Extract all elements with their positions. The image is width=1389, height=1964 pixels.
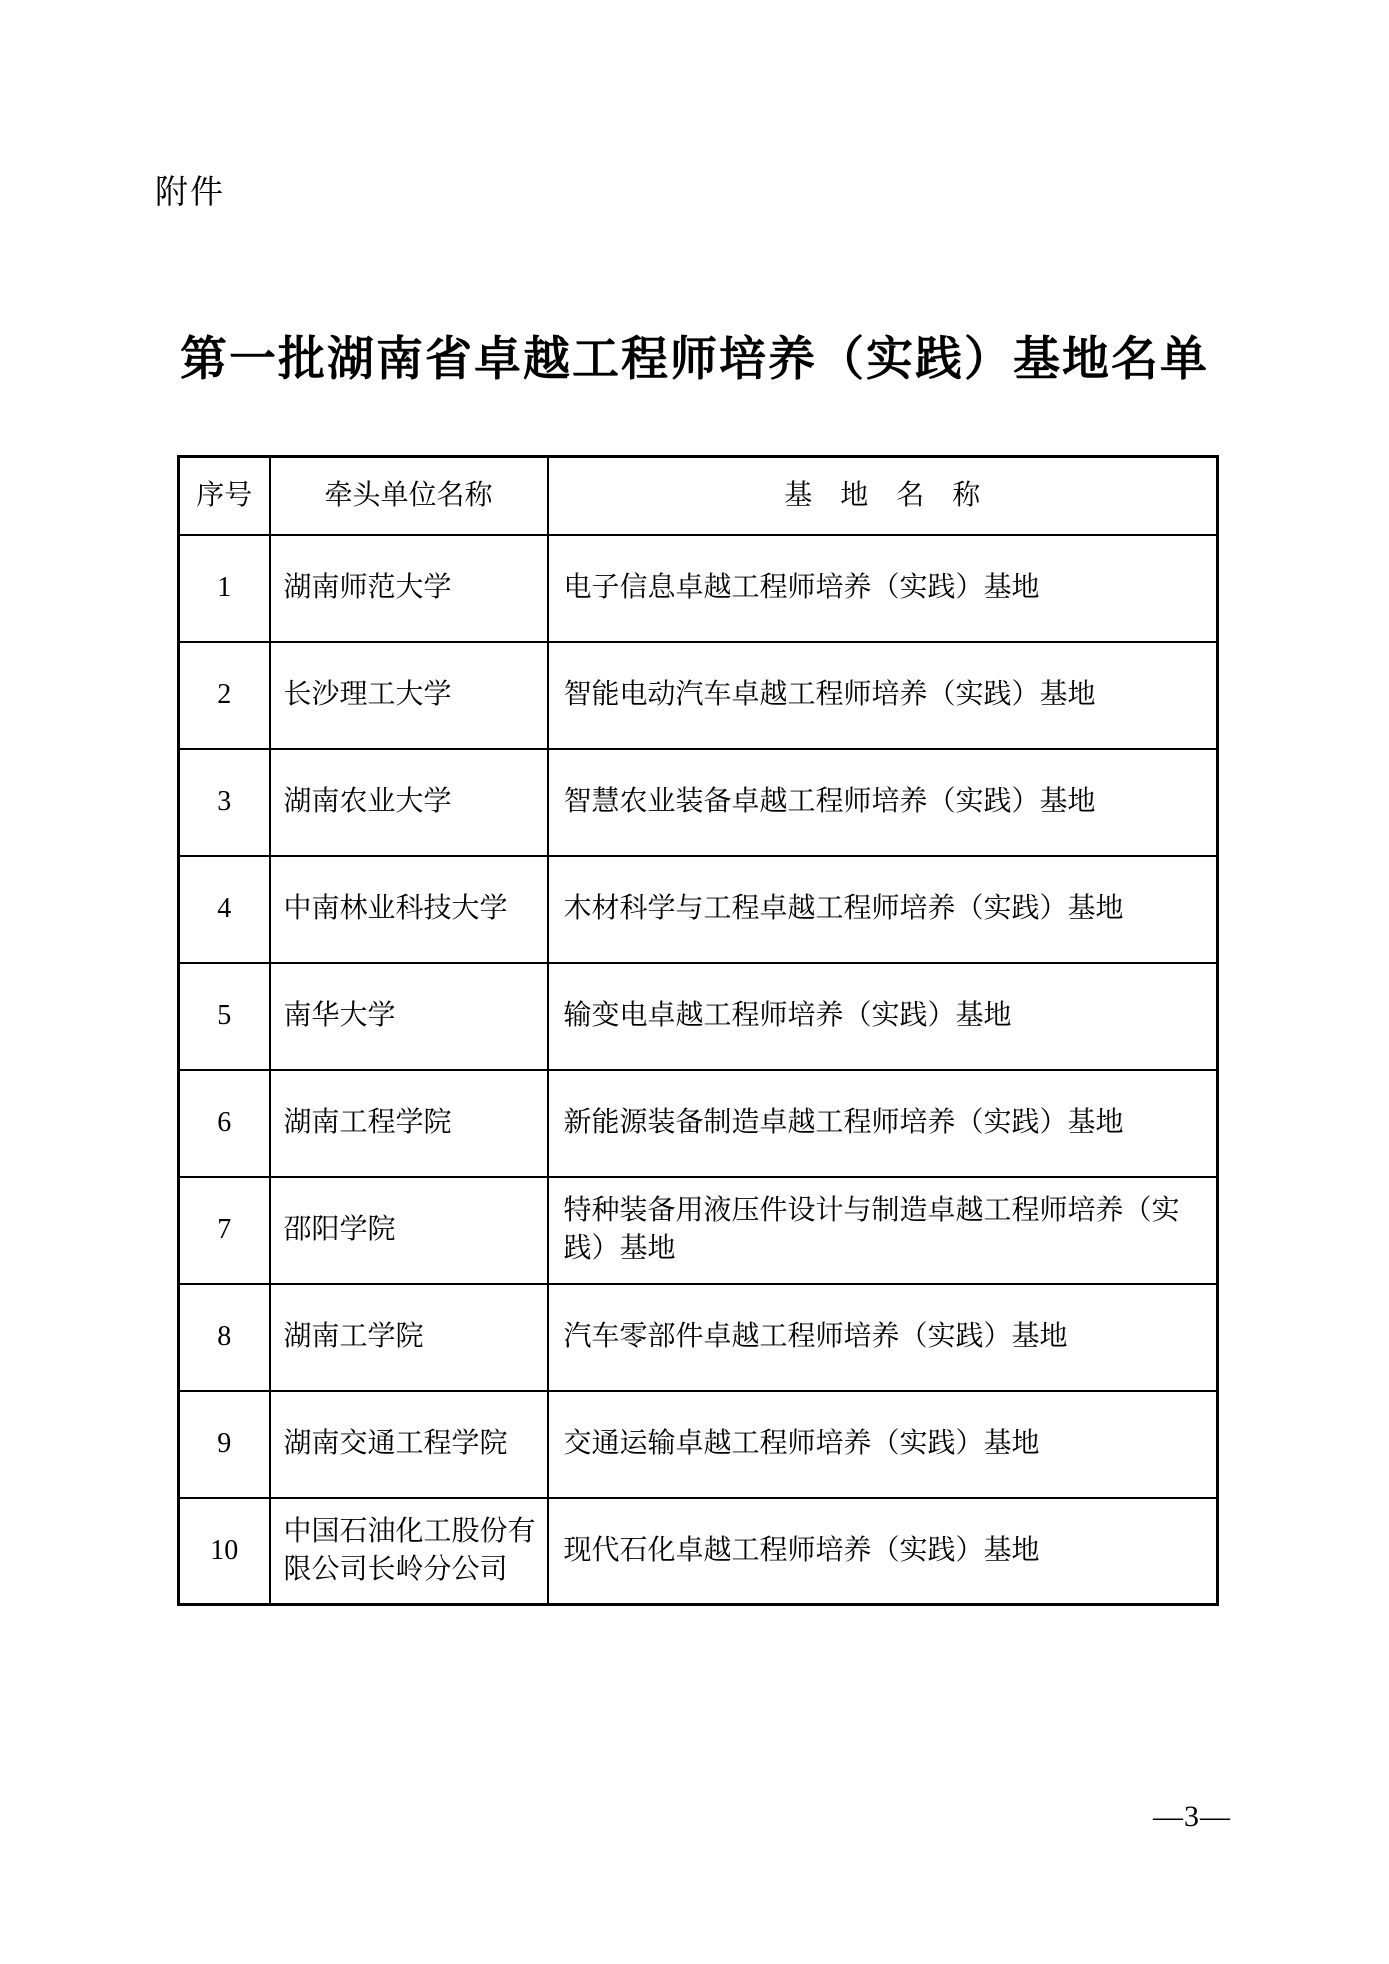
table-row: [179, 1498, 1218, 1605]
row-number-cell: 3: [179, 749, 270, 856]
table-row: [179, 963, 1218, 1070]
row-number-cell: 6: [179, 1070, 270, 1177]
document-title: 第一批湖南省卓越工程师培养（实践）基地名单: [180, 334, 1209, 386]
unit-name-cell: 湖南工学院: [270, 1284, 548, 1391]
unit-name-cell: 湖南交通工程学院: [270, 1391, 548, 1498]
base-list-table: [177, 455, 1219, 1606]
base-name-cell: 新能源装备制造卓越工程师培养（实践）基地: [548, 1070, 1218, 1177]
table-row: [179, 1284, 1218, 1391]
row-number-cell: 7: [179, 1177, 270, 1284]
unit-name-cell: 邵阳学院: [270, 1177, 548, 1284]
unit-name-cell: 南华大学: [270, 963, 548, 1070]
unit-name-cell: 湖南工程学院: [270, 1070, 548, 1177]
row-number-cell: 4: [179, 856, 270, 963]
table-row: [179, 535, 1218, 642]
row-number-cell: 8: [179, 1284, 270, 1391]
base-name-cell: 汽车零部件卓越工程师培养（实践）基地: [548, 1284, 1218, 1391]
attachment-label: 附件: [155, 175, 225, 211]
base-name-cell: 智慧农业装备卓越工程师培养（实践）基地: [548, 749, 1218, 856]
row-number-cell: 10: [179, 1498, 270, 1605]
row-number-cell: 5: [179, 963, 270, 1070]
unit-name-cell: 湖南师范大学: [270, 535, 548, 642]
header-serial-number: 序号: [179, 457, 270, 535]
page-number: —3—: [1153, 1800, 1231, 1833]
unit-name-cell: 湖南农业大学: [270, 749, 548, 856]
base-name-cell: 木材科学与工程卓越工程师培养（实践）基地: [548, 856, 1218, 963]
row-number-cell: 1: [179, 535, 270, 642]
base-name-cell: 交通运输卓越工程师培养（实践）基地: [548, 1391, 1218, 1498]
table-row: [179, 749, 1218, 856]
unit-name-cell: 中国石油化工股份有限公司长岭分公司: [270, 1498, 548, 1605]
base-name-cell: 特种装备用液压件设计与制造卓越工程师培养（实践）基地: [548, 1177, 1218, 1284]
row-number-cell: 9: [179, 1391, 270, 1498]
base-name-cell: 现代石化卓越工程师培养（实践）基地: [548, 1498, 1218, 1605]
table-row: [179, 856, 1218, 963]
table-row: [179, 1391, 1218, 1498]
row-number-cell: 2: [179, 642, 270, 749]
table-row: [179, 1070, 1218, 1177]
base-name-cell: 输变电卓越工程师培养（实践）基地: [548, 963, 1218, 1070]
unit-name-cell: 中南林业科技大学: [270, 856, 548, 963]
unit-name-cell: 长沙理工大学: [270, 642, 548, 749]
table-row: [179, 642, 1218, 749]
header-base-name: 基 地 名 称: [548, 457, 1218, 535]
header-lead-unit-name: 牵头单位名称: [270, 457, 548, 535]
table-row: [179, 1177, 1218, 1284]
base-name-cell: 电子信息卓越工程师培养（实践）基地: [548, 535, 1218, 642]
base-name-cell: 智能电动汽车卓越工程师培养（实践）基地: [548, 642, 1218, 749]
table-header-row: [179, 457, 1218, 535]
